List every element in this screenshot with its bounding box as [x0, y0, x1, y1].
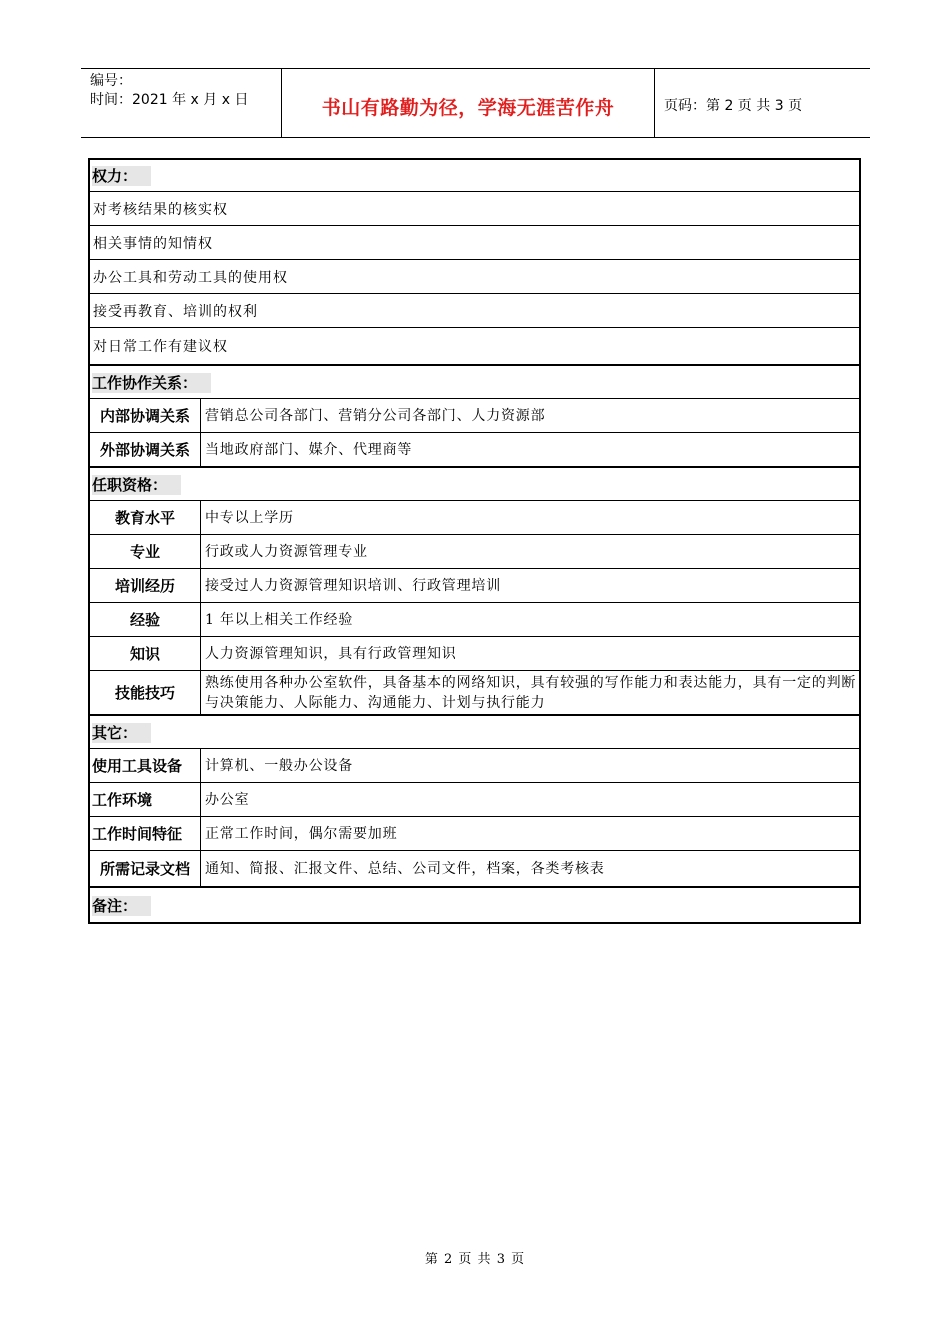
table-row — [90, 433, 859, 468]
table-row — [90, 501, 859, 535]
table-row — [90, 637, 859, 671]
row-label: 内部协调关系 — [90, 399, 201, 432]
row-value: 接受过人力资源管理知识培训、行政管理培训 — [205, 577, 501, 594]
header-motto: 书山有路勤为径，学海无涯苦作舟 — [321, 97, 615, 119]
table-row — [90, 399, 859, 433]
page-header — [81, 68, 870, 138]
section-header-remarks — [90, 888, 859, 922]
row-value: 熟练使用各种办公室软件，具备基本的网络知识，具有较强的写作能力和表达能力，具有一定的判断与决策能力、人际能力、沟通能力、计划与执行能力 — [205, 674, 857, 711]
row-value: 当地政府部门、媒介、代理商等 — [205, 441, 413, 458]
table-row — [90, 817, 859, 851]
row-label: 经验 — [90, 603, 201, 636]
section-title: 其它： — [92, 723, 151, 743]
power-item: 办公工具和劳动工具的使用权 — [90, 260, 859, 294]
table-row — [90, 851, 859, 888]
row-label: 工作时间特征 — [90, 817, 201, 850]
row-label: 所需记录文档 — [90, 851, 201, 886]
power-item: 对考核结果的核实权 — [90, 192, 859, 226]
section-header-relations — [90, 366, 859, 399]
time-label: 时间：2021 年 x 月 x 日 — [90, 92, 249, 108]
table-row — [90, 671, 859, 716]
table-row — [90, 749, 859, 783]
header-divider — [654, 69, 655, 137]
header-meta — [81, 69, 280, 137]
power-item: 接受再教育、培训的权利 — [90, 294, 859, 328]
row-value: 正常工作时间，偶尔需要加班 — [205, 825, 398, 842]
row-label: 培训经历 — [90, 569, 201, 602]
section-title: 工作协作关系： — [92, 373, 211, 393]
row-value: 办公室 — [205, 791, 250, 808]
table-row — [90, 535, 859, 569]
row-value: 通知、简报、汇报文件、总结、公司文件，档案，各类考核表 — [205, 860, 605, 877]
row-value: 计算机、一般办公设备 — [205, 757, 353, 774]
power-item: 对日常工作有建议权 — [90, 328, 859, 366]
row-value: 营销总公司各部门、营销分公司各部门、人力资源部 — [205, 407, 546, 424]
row-label: 使用工具设备 — [90, 749, 201, 782]
number-label: 编号： — [90, 73, 132, 89]
row-value: 行政或人力资源管理专业 — [205, 543, 368, 560]
section-header-other — [90, 716, 859, 749]
row-label: 教育水平 — [90, 501, 201, 534]
section-title: 权力： — [92, 166, 151, 186]
row-value: 1 年以上相关工作经验 — [205, 611, 354, 628]
section-title: 任职资格： — [92, 475, 181, 495]
row-value: 中专以上学历 — [205, 509, 294, 526]
page-footer: 第 2 页 共 3 页 — [424, 1252, 526, 1267]
table-row — [90, 569, 859, 603]
row-label: 工作环境 — [90, 783, 201, 816]
row-label: 外部协调关系 — [90, 433, 201, 466]
row-label: 技能技巧 — [90, 671, 201, 714]
table-row — [90, 783, 859, 817]
section-header-powers — [90, 160, 859, 192]
section-title: 备注： — [92, 896, 151, 916]
row-value: 人力资源管理知识，具有行政管理知识 — [205, 645, 457, 662]
power-item: 相关事情的知情权 — [90, 226, 859, 260]
row-label: 专业 — [90, 535, 201, 568]
job-description-table — [88, 158, 861, 924]
table-row — [90, 603, 859, 637]
page-info: 页码：第 2 页 共 3 页 — [664, 98, 803, 114]
section-header-qualifications — [90, 468, 859, 501]
row-label: 知识 — [90, 637, 201, 670]
